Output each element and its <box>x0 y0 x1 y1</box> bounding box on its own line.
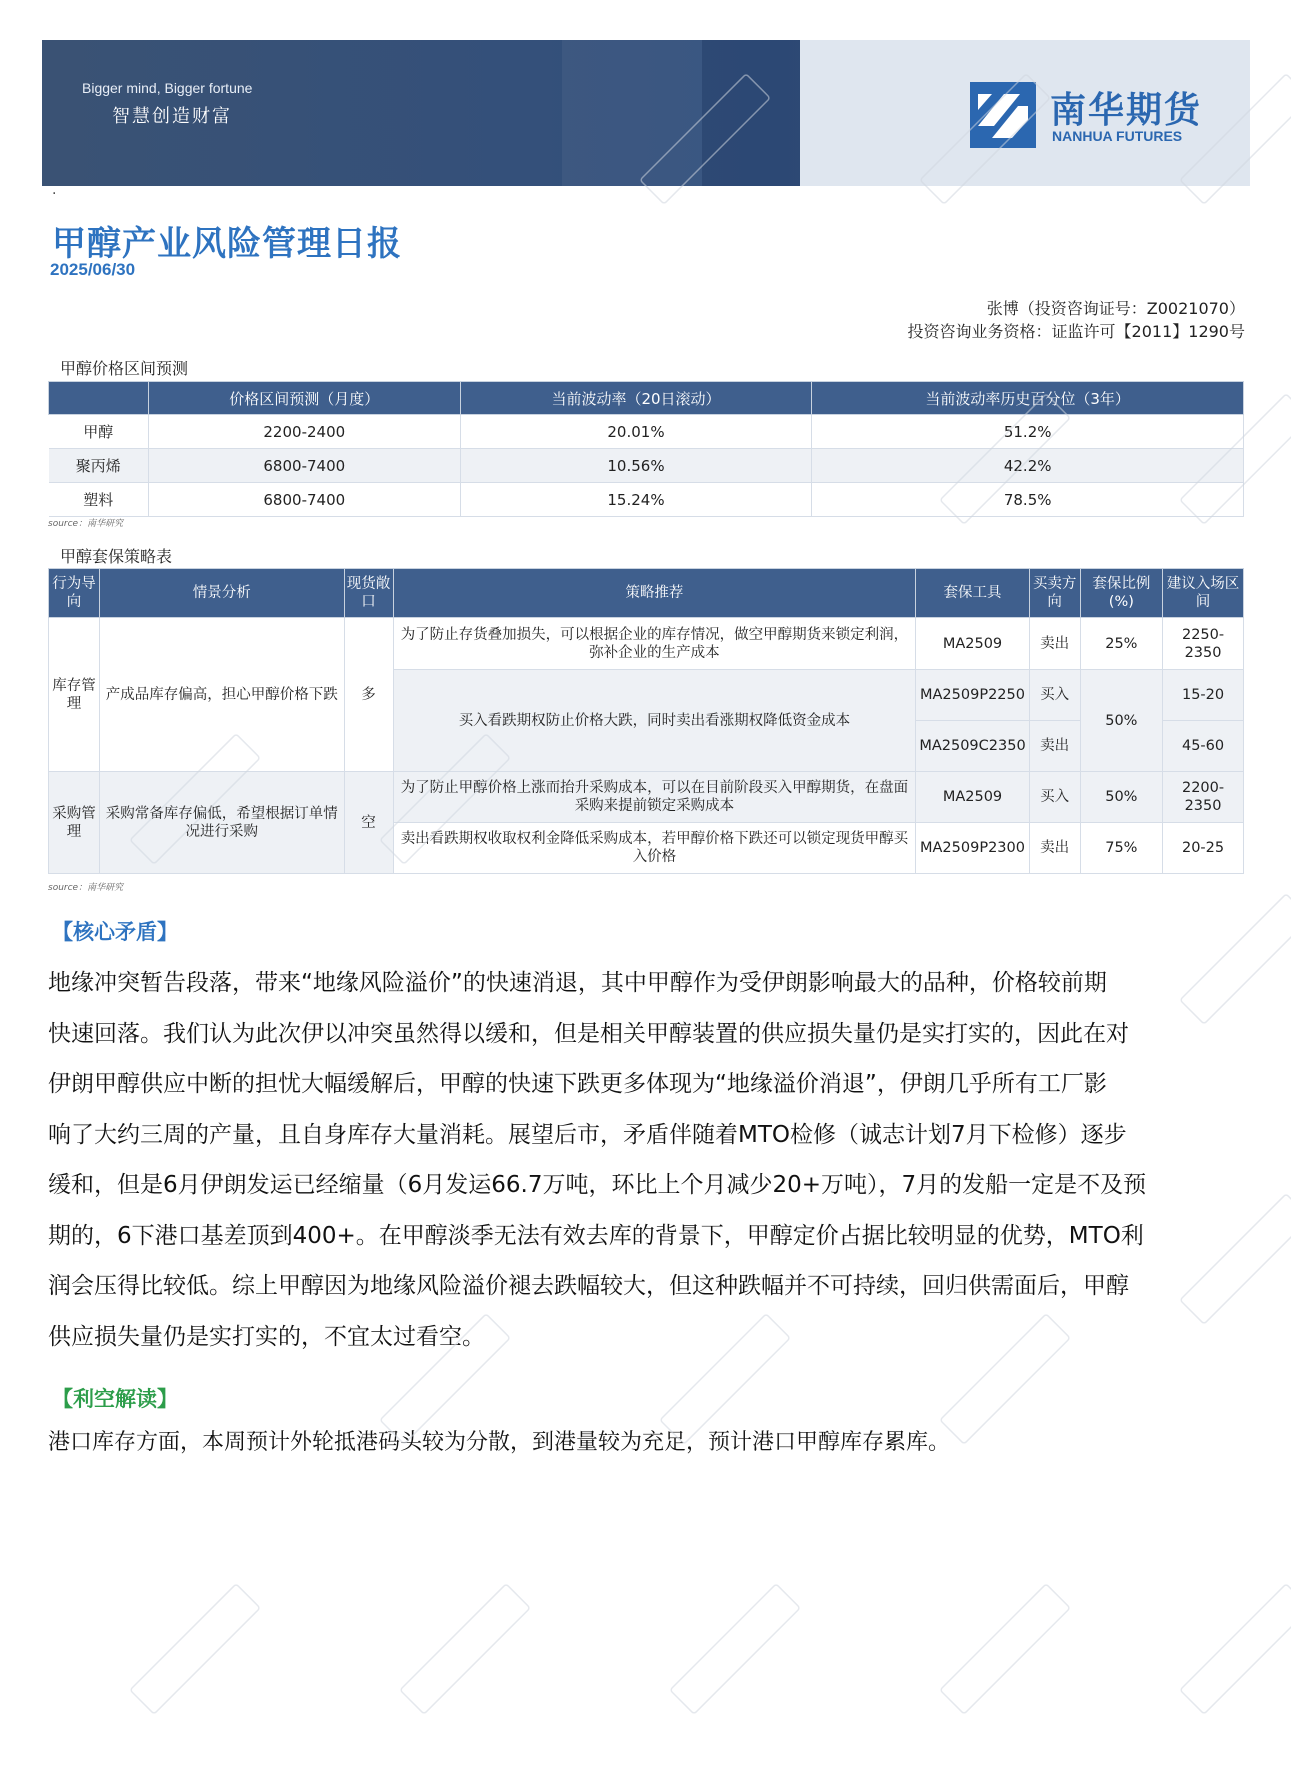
column-header: 现货敞口 <box>344 569 393 618</box>
product-name: 塑料 <box>49 483 149 517</box>
slogan-chinese: 智慧创造财富 <box>112 106 232 127</box>
strategy-cell: 为了防止存货叠加损失，可以根据企业的库存情况，做空甲醇期货来锁定利润，弥补企业的生产成本 <box>393 618 916 670</box>
nanhua-logo-icon <box>968 80 1038 150</box>
ratio-cell: 50% <box>1080 772 1162 823</box>
ratio-cell: 75% <box>1080 823 1162 874</box>
slogan-english: Bigger mind, Bigger fortune <box>82 80 253 96</box>
exposure-cell: 空 <box>344 772 393 874</box>
column-header: 当前波动率（20日滚动） <box>460 382 812 415</box>
hedge-table-source: source：南华研究 <box>48 883 124 893</box>
text-line: 伊朗甲醇供应中断的担忧大幅缓解后，甲醇的快速下跌更多体现为“地缘溢价消退”，伊朗几乎所有工厂影 <box>48 1071 1107 1097</box>
tool-cell: MA2509 <box>916 618 1029 670</box>
strategy-cell: 买入看跌期权防止价格大跌，同时卖出看涨期权降低资金成本 <box>393 670 916 772</box>
column-header: 价格区间预测（月度） <box>148 382 460 415</box>
volatility-percentile: 78.5% <box>812 483 1244 517</box>
exposure-cell: 多 <box>344 618 393 772</box>
author-qualification: 投资咨询业务资格：证监许可【2011】1290号 <box>907 322 1245 341</box>
table-row <box>49 415 1244 449</box>
direction-cell: 库存管理 <box>49 618 100 772</box>
volatility: 10.56% <box>460 449 812 483</box>
tool-cell: MA2509C2350 <box>916 721 1029 772</box>
column-header: 情景分析 <box>99 569 344 618</box>
side-cell: 卖出 <box>1029 823 1080 874</box>
table-header-row <box>49 569 1244 618</box>
banner-stripe <box>702 40 802 186</box>
product-name: 甲醇 <box>49 415 149 449</box>
price-range: 6800-7400 <box>148 449 460 483</box>
scenario-cell: 采购常备库存偏低，希望根据订单情况进行采购 <box>99 772 344 874</box>
direction-cell: 采购管理 <box>49 772 100 874</box>
column-header: 买卖方向 <box>1029 569 1080 618</box>
strategy-cell: 为了防止甲醇价格上涨而抬升采购成本，可以在目前阶段买入甲醇期货，在盘面采购来提前锁定采购成本 <box>393 772 916 823</box>
product-name: 聚丙烯 <box>49 449 149 483</box>
table-row <box>49 483 1244 517</box>
strategy-cell: 卖出看跌期权收取权利金降低采购成本，若甲醇价格下跌还可以锁定现货甲醇买入价格 <box>393 823 916 874</box>
hedge-strategy-table <box>48 568 1244 874</box>
column-header: 建议入场区间 <box>1163 569 1244 618</box>
side-cell: 买入 <box>1029 772 1080 823</box>
column-header <box>49 382 149 415</box>
volatility-percentile: 51.2% <box>812 415 1244 449</box>
bearish-text: 港口库存方面，本周预计外轮抵港码头较为分散，到港量较为充足，预计港口甲醇库存累库。 <box>48 1430 951 1455</box>
side-cell: 卖出 <box>1029 721 1080 772</box>
logo-text-en: NANHUA FUTURES <box>1052 128 1183 144</box>
text-line: 期的，6下港口基差顶到400+。在甲醇淡季无法有效去库的背景下，甲醇定价占据比较明显的优势，MTO利 <box>48 1222 1144 1249</box>
tool-cell: MA2509 <box>916 772 1029 823</box>
scenario-cell: 产成品库存偏高，担心甲醇价格下跌 <box>99 618 344 772</box>
core-contradiction-text <box>48 958 1248 1362</box>
entry-cell: 2250-2350 <box>1163 618 1244 670</box>
price-range: 6800-7400 <box>148 483 460 517</box>
table-row <box>49 449 1244 483</box>
volatility: 20.01% <box>460 415 812 449</box>
price-table-source: source：南华研究 <box>48 519 124 529</box>
author-name: 张博（投资咨询证号：Z0021070） <box>986 299 1245 318</box>
watermark-mark <box>670 1584 800 1714</box>
entry-cell: 20-25 <box>1163 823 1244 874</box>
bearish-heading: 【利空解读】 <box>52 1387 178 1411</box>
price-section-label: 甲醇价格区间预测 <box>60 359 189 378</box>
entry-cell: 2200-2350 <box>1163 772 1244 823</box>
text-line: 快速回落。我们认为此次伊以冲突虽然得以缓和，但是相关甲醇装置的供应损失量仍是实打实的，因此在对 <box>48 1020 1129 1047</box>
price-forecast-table <box>48 381 1244 517</box>
ratio-cell: 25% <box>1080 618 1162 670</box>
watermark-mark <box>130 1584 260 1714</box>
watermark-mark <box>1180 1584 1291 1714</box>
text-line: 供应损失量仍是实打实的，不宜太过看空。 <box>48 1323 485 1350</box>
banner-stripe <box>562 40 702 186</box>
side-cell: 卖出 <box>1029 618 1080 670</box>
volatility: 15.24% <box>460 483 812 517</box>
text-line: 润会压得比较低。综上甲醇因为地缘风险溢价褪去跌幅较大，但这种跌幅并不可持续，回归供需面后，甲醇 <box>48 1273 1129 1299</box>
table-header-row <box>49 382 1244 415</box>
report-date: 2025/06/30 <box>50 260 136 279</box>
price-range: 2200-2400 <box>148 415 460 449</box>
text-line: 地缘冲突暂告段落，带来“地缘风险溢价”的快速消退，其中甲醇作为受伊朗影响最大的品种，价格较前期 <box>48 970 1107 996</box>
column-header: 套保比例(%) <box>1080 569 1162 618</box>
table-row <box>49 618 1244 670</box>
core-contradiction-heading: 【核心矛盾】 <box>52 920 178 944</box>
column-header: 策略推荐 <box>393 569 916 618</box>
page-title: 甲醇产业风险管理日报 <box>52 224 402 264</box>
table-row <box>49 772 1244 823</box>
column-header: 行为导向 <box>49 569 100 618</box>
text-line: 缓和，但是6月伊朗发运已经缩量（6月发运66.7万吨，环比上个月减少20+万吨），7月的发船一定是不及预 <box>48 1172 1147 1198</box>
tool-cell: MA2509P2300 <box>916 823 1029 874</box>
tool-cell: MA2509P2250 <box>916 670 1029 721</box>
entry-cell: 45-60 <box>1163 721 1244 772</box>
author-block <box>908 297 1245 343</box>
side-cell: 买入 <box>1029 670 1080 721</box>
hedge-section-label: 甲醇套保策略表 <box>60 547 173 566</box>
text-line: 响了大约三周的产量，且自身库存大量消耗。展望后市，矛盾伴随着MTO检修（诚志计划7月下检修）逐步 <box>48 1121 1127 1148</box>
ratio-cell: 50% <box>1080 670 1162 772</box>
volatility-percentile: 42.2% <box>812 449 1244 483</box>
column-header: 当前波动率历史百分位（3年） <box>812 382 1244 415</box>
logo-text-cn: 南华期货 <box>1050 90 1203 131</box>
watermark-mark <box>400 1584 530 1714</box>
bullet-dot: · <box>52 186 57 202</box>
watermark-mark <box>940 1584 1070 1714</box>
column-header: 套保工具 <box>916 569 1029 618</box>
entry-cell: 15-20 <box>1163 670 1244 721</box>
